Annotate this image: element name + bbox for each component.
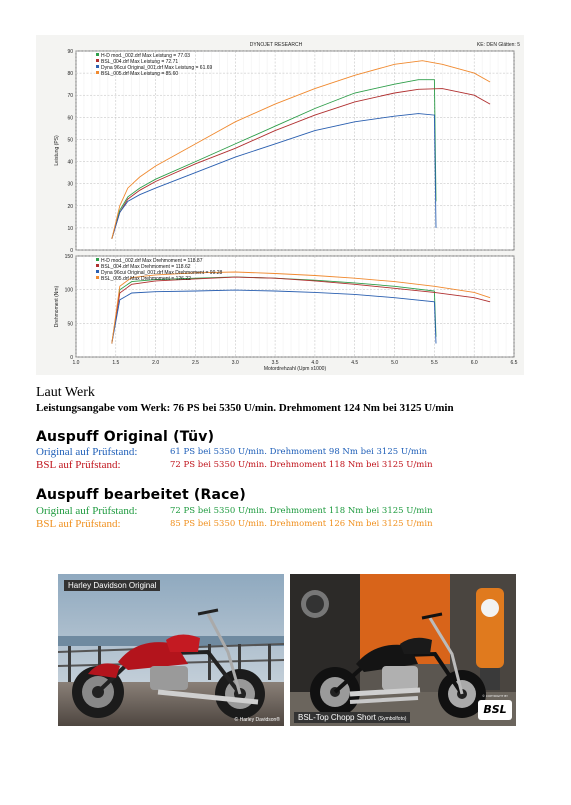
harley-original-image: [58, 574, 284, 726]
harley-original-caption: Harley Davidson Original: [64, 580, 160, 591]
x-tick-label: 4.5: [351, 360, 359, 366]
power-legend-entry: BSL_005.drf Max Leistung = 85.60: [101, 71, 179, 77]
x-axis-label: Motordrehzahl (Upm x1000): [263, 366, 327, 372]
power-y-axis-label: Leistung (PS): [54, 135, 60, 166]
power-legend-swatch: [96, 71, 99, 74]
laut-werk-heading: Laut Werk: [36, 385, 95, 400]
power-y-tick-label: 60: [67, 115, 73, 122]
original-row-2-value: 72 PS bei 5350 U/min. Drehmoment 118 Nm bei 3125 U/min: [170, 460, 433, 470]
chart-header: DYNOJET RESEARCH: [249, 42, 303, 48]
power-legend-swatch: [96, 59, 99, 62]
bsl-logo-text: BSL: [483, 703, 507, 716]
torque-legend-swatch: [96, 270, 99, 273]
torque-legend-swatch: [96, 258, 99, 261]
original-row-2-label: BSL auf Prüfstand:: [36, 459, 121, 471]
power-legend-swatch: [96, 53, 99, 56]
bsl-chopp-caption: [294, 712, 410, 723]
original-row-1-label: Original auf Prüfstand:: [36, 446, 138, 458]
power-y-tick-label: 90: [67, 49, 73, 55]
power-y-tick-label: 70: [67, 93, 73, 100]
race-heading: Auspuff bearbeitet (Race): [36, 487, 246, 503]
bsl-logo-top: © COPYRIGHT BY: [481, 694, 509, 698]
torque-y-tick-label: 150: [64, 254, 73, 260]
x-tick-label: 3.0: [231, 360, 239, 366]
x-tick-label: 6.0: [470, 360, 478, 366]
torque-legend-entry: BSL_005.drf Max Drehmoment = 126.22: [101, 276, 191, 282]
race-row-1-label: Original auf Prüfstand:: [36, 505, 138, 517]
power-y-tick-label: 50: [67, 137, 73, 144]
chart-header-right: KE: DEN Glätten: 5: [476, 42, 520, 48]
torque-y-tick-label: 100: [64, 287, 73, 294]
race-row-1: [36, 505, 433, 517]
original-row-2: [36, 459, 433, 471]
original-heading: Auspuff Original (Tüv): [36, 429, 215, 445]
power-y-tick-label: 20: [67, 203, 73, 210]
power-y-tick-label: 80: [67, 71, 73, 78]
power-legend-entry: Dyna 96cui Original_001.drf Max Leistung = 61.69: [101, 65, 213, 71]
laut-werk-text: Leistungsangabe vom Werk: 76 PS bei 5350 U/min. Drehmoment 124 Nm bei 3125 U/min: [36, 402, 454, 414]
original-row-1-value: 61 PS bei 5350 U/min. Drehmoment 98 Nm bei 3125 U/min: [170, 447, 428, 457]
torque-legend-swatch: [96, 264, 99, 267]
harley-original-credit: © Harley Davidson®: [234, 717, 280, 723]
race-row-2-label: BSL auf Prüfstand:: [36, 518, 121, 530]
x-tick-label: 1.0: [72, 360, 80, 366]
torque-y-axis-label: Drehmoment (Nm): [54, 285, 60, 328]
power-plot-area: [76, 51, 514, 250]
torque-y-tick-label: 50: [67, 321, 73, 328]
dyno-chart-svg: [36, 35, 524, 375]
race-row-2-value: 85 PS bei 5350 U/min. Drehmoment 126 Nm bei 3125 U/min: [170, 519, 433, 529]
x-tick-label: 2.5: [191, 360, 199, 366]
torque-y-tick-label: 0: [70, 355, 73, 361]
bsl-chopp-caption-note: (Symbolfoto): [378, 716, 407, 722]
power-legend-swatch: [96, 65, 99, 68]
original-row-1: [36, 446, 428, 458]
x-tick-label: 1.5: [112, 360, 120, 366]
power-y-tick-label: 30: [67, 181, 73, 188]
torque-legend-entry: BSL_004.drf Max Drehmoment = 118.62: [101, 264, 191, 270]
bsl-logo: [478, 694, 512, 720]
photo-bsl-chopp: [290, 574, 516, 726]
power-legend-entry: H-D mod._002.drf Max Leistung = 77.03: [101, 53, 191, 59]
torque-legend-entry: Dyna 96cui Original_001.drf Max Drehmoment = 99.28: [101, 270, 223, 276]
x-tick-label: 4.0: [311, 360, 319, 366]
x-tick-label: 5.5: [430, 360, 438, 366]
x-tick-label: 2.0: [152, 360, 160, 366]
bsl-chopp-caption-text: BSL-Top Chopp Short: [298, 713, 376, 722]
power-y-tick-label: 10: [67, 225, 73, 232]
x-tick-label: 5.0: [391, 360, 399, 366]
x-tick-label: 3.5: [271, 360, 279, 366]
race-row-2: [36, 518, 433, 530]
power-legend-entry: BSL_004.drf Max Leistung = 72.71: [101, 59, 179, 65]
torque-legend-swatch: [96, 276, 99, 279]
power-y-tick-label: 0: [70, 248, 73, 254]
power-y-tick-label: 40: [67, 159, 73, 166]
photo-harley-original: [58, 574, 284, 726]
race-row-1-value: 72 PS bei 5350 U/min. Drehmoment 118 Nm bei 3125 U/min: [170, 506, 433, 516]
dyno-chart: [36, 35, 524, 375]
x-tick-label: 6.5: [510, 360, 518, 366]
torque-legend-entry: H-D mod._002.drf Max Drehmoment = 118.87: [101, 258, 203, 264]
